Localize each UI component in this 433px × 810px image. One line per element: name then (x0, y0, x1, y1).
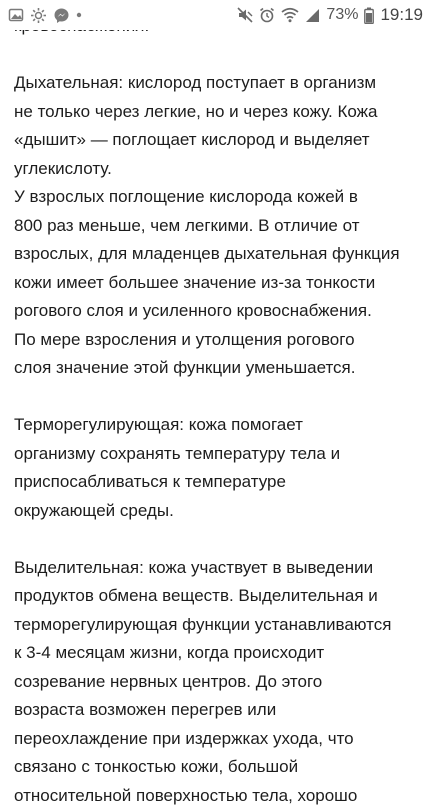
status-bar-left (8, 7, 88, 24)
paragraph-thermoregulatory (14, 411, 426, 525)
paragraph-excretory (14, 554, 426, 810)
text-line: Терморегулирующая: кожа помогает (14, 411, 426, 440)
alarm-icon (259, 7, 275, 23)
text-line: рогового слоя и усиленного кровоснабжения. (14, 297, 426, 326)
text-line: организму сохранять температуру тела и (14, 440, 426, 469)
messenger-icon (53, 7, 70, 24)
battery-percent: 73% (326, 6, 358, 24)
text-line: переохлаждение при издержках ухода, что (14, 725, 426, 754)
article-body (14, 0, 426, 810)
mute-icon (237, 7, 253, 23)
text-line: У взрослых поглощение кислорода кожей в (14, 183, 426, 212)
text-line: кожи имеет большее значение из-за тонкости (14, 269, 426, 298)
text-line: углекислоту. (14, 155, 426, 184)
signal-icon (305, 8, 320, 23)
status-bar-right (231, 5, 423, 25)
text-line: терморегулирующая функции устанавливаются (14, 611, 426, 640)
text-line: не только через легкие, но и через кожу. Кожа (14, 98, 426, 127)
text-line: 800 раз меньше, чем легкими. В отличие от (14, 212, 426, 241)
more-dots-icon (76, 12, 82, 18)
gallery-icon (8, 7, 24, 23)
text-line: Выделительная: кожа участвует в выведении (14, 554, 426, 583)
text-line: относительной поверхностью тела, хорошо (14, 782, 426, 810)
text-line: связано с тонкостью кожи, большой (14, 753, 426, 782)
text-line: созревание нервных центров. До этого (14, 668, 426, 697)
text-line: слоя значение этой функции уменьшается. (14, 354, 426, 383)
battery-icon (364, 7, 374, 24)
text-line: приспосабливаться к температуре (14, 468, 426, 497)
clock: 19:19 (380, 5, 423, 25)
text-line: продуктов обмена веществ. Выделительная и (14, 582, 426, 611)
settings-sync-icon (30, 7, 47, 24)
text-line: взрослых, для младенцев дыхательная функция (14, 240, 426, 269)
paragraph-gap (14, 41, 426, 70)
paragraph-gap (14, 383, 426, 412)
text-line: «дышит» — поглощает кислород и выделяет (14, 126, 426, 155)
paragraph-gap (14, 525, 426, 554)
text-line: возраста возможен перегрев или (14, 696, 426, 725)
text-line: окружающей среды. (14, 497, 426, 526)
status-bar (0, 0, 433, 30)
wifi-icon (281, 7, 299, 23)
paragraph-respiratory (14, 69, 426, 383)
text-line: По мере взросления и утолщения рогового (14, 326, 426, 355)
text-line: к 3-4 месяцам жизни, когда происходит (14, 639, 426, 668)
text-line: Дыхательная: кислород поступает в организм (14, 69, 426, 98)
